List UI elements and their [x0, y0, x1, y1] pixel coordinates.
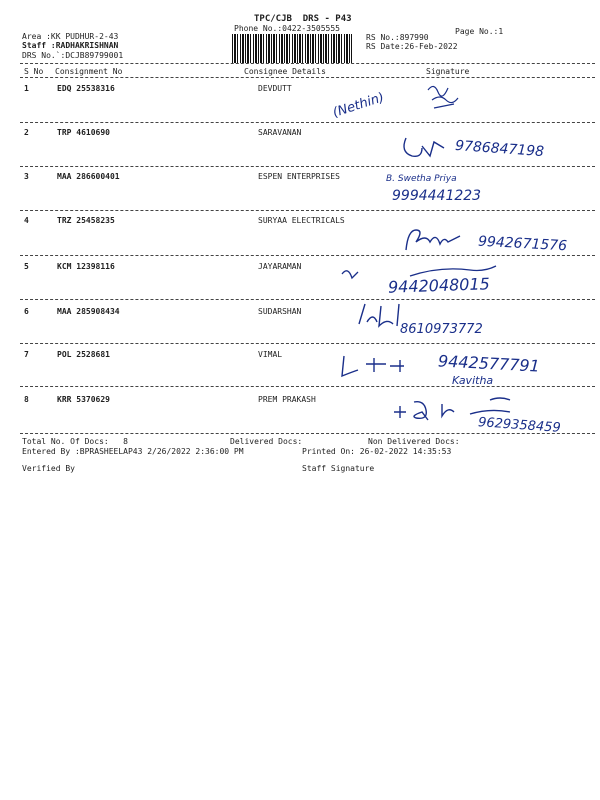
- handwritten-name: (Nethin): [330, 90, 387, 121]
- row-sno: 6: [24, 307, 29, 316]
- drs-number: DRS No.`:DCJB89799001: [22, 51, 124, 60]
- row-consignee: VIMAL: [258, 350, 283, 359]
- row-consignment: KRR 5370629: [57, 395, 110, 404]
- row-consignment: TRZ 25458235: [57, 216, 115, 225]
- row-consignee: SURYAA ELECTRICALS: [258, 216, 345, 225]
- row-consignment: KCM 12398116: [57, 262, 115, 271]
- area: Area :KK PUDHUR-2-43: [22, 32, 119, 41]
- col-consignment: Consignment No: [55, 67, 123, 76]
- row-sno: 7: [24, 350, 29, 359]
- row-consignment: EDQ 25538316: [57, 84, 115, 93]
- row-sno: 4: [24, 216, 29, 225]
- total-docs: Total No. Of Docs: 8: [22, 437, 128, 446]
- row-divider: [20, 433, 595, 434]
- page-number: Page No.:1: [455, 27, 504, 36]
- row-consignee: DEVDUTT: [258, 84, 292, 93]
- staff-name: Staff :RADHAKRISHNAN: [22, 41, 119, 50]
- handwritten-phone: 9786847198: [454, 137, 545, 161]
- rs-number: RS No.:897990: [366, 33, 429, 42]
- row-sno: 5: [24, 262, 29, 271]
- entered-by: Entered By :BPRASHEELAP43 2/26/2022 2:36:00 PM: [22, 447, 244, 456]
- handwritten-name: Kavitha: [452, 374, 494, 387]
- delivered-docs: Delivered Docs:: [230, 437, 303, 446]
- row-consignee: PREM PRAKASH: [258, 395, 316, 404]
- staff-signature: Staff Signature: [302, 464, 375, 473]
- row-consignee: SARAVANAN: [258, 128, 302, 137]
- row-sno: 1: [24, 84, 29, 93]
- signature-scribble: [338, 350, 418, 380]
- row-consignment: MAA 285908434: [57, 307, 120, 316]
- row-divider: [20, 166, 595, 167]
- signature-scribble: [420, 80, 460, 116]
- row-divider: [20, 210, 595, 211]
- printed-on: Printed On: 26-02-2022 14:35:53: [302, 447, 452, 456]
- row-consignee: ESPEN ENTERPRISES: [258, 172, 340, 181]
- row-consignment: MAA 286600401: [57, 172, 120, 181]
- row-divider: [20, 343, 595, 344]
- handwritten-phone: 9994441223: [392, 188, 482, 204]
- row-sno: 3: [24, 172, 29, 181]
- handwritten-phone: 8610973772: [400, 322, 483, 337]
- row-divider: [20, 299, 595, 300]
- rs-date: RS Date:26-Feb-2022: [366, 42, 458, 51]
- row-divider: [20, 122, 595, 123]
- signature-scribble: [400, 132, 460, 162]
- divider: [20, 77, 595, 78]
- phone-number: Phone No.:0422-3505555: [234, 24, 340, 33]
- barcode: [232, 34, 352, 63]
- row-sno: 8: [24, 395, 29, 404]
- col-sno: S No: [24, 67, 44, 76]
- non-delivered-docs: Non Delivered Docs:: [368, 437, 460, 446]
- handwritten-phone: 9629358459: [477, 415, 562, 436]
- row-consignment: POL 2528681: [57, 350, 110, 359]
- handwritten-phone: 9942671576: [477, 233, 568, 255]
- verified-by: Verified By: [22, 464, 75, 473]
- row-divider: [20, 255, 595, 256]
- row-consignment: TRP 4610690: [57, 128, 110, 137]
- divider: [20, 63, 595, 64]
- sheet-title: TPC/CJB DRS - P43: [254, 14, 352, 24]
- handwritten-phone: 9442577791: [437, 351, 541, 376]
- row-sno: 2: [24, 128, 29, 137]
- col-signature: Signature: [426, 67, 470, 76]
- row-divider: [20, 386, 595, 387]
- row-consignee: SUDARSHAN: [258, 307, 302, 316]
- signature-scribble: [398, 222, 468, 256]
- col-consignee: Consignee Details: [244, 67, 326, 76]
- handwritten-phone: 9442048015: [387, 274, 491, 297]
- handwritten-name: B. Swetha Priya: [386, 174, 457, 184]
- row-consignee: JAYARAMAN: [258, 262, 302, 271]
